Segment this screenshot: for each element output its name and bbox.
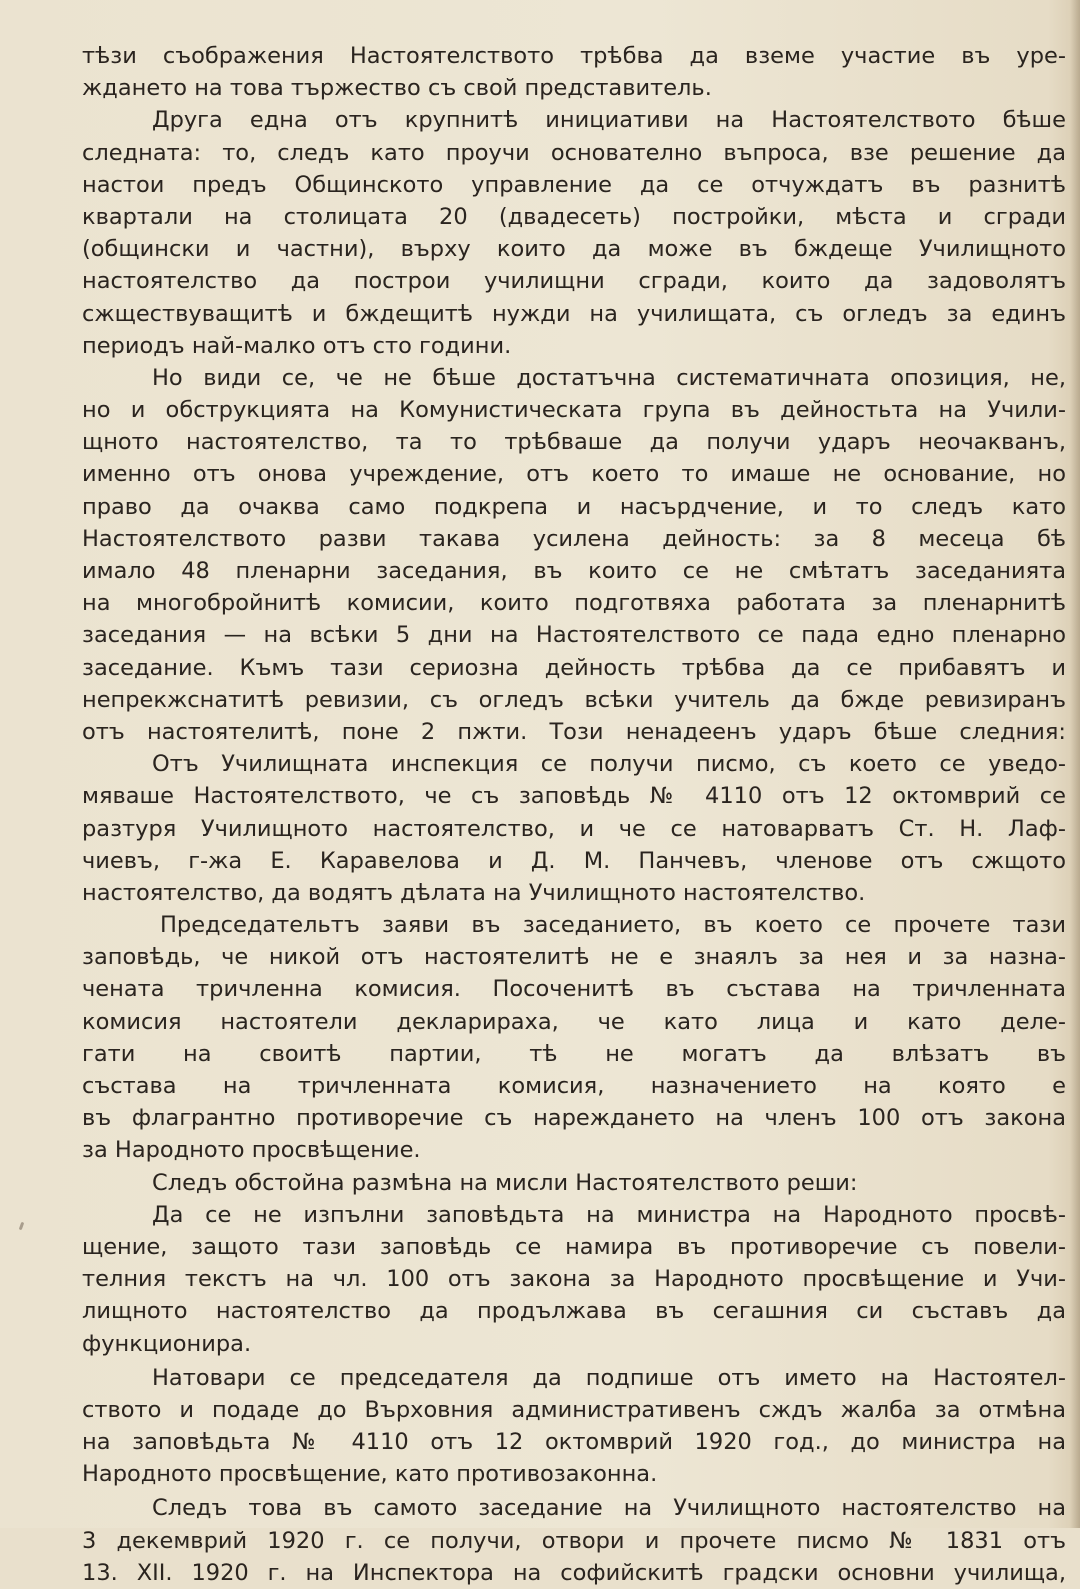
- text-line: заповѣдь, че никой отъ настоятелитѣ не е знаялъ за нея и за назна-: [82, 944, 1066, 971]
- text-line: заседание. Къмъ тази сериозна дейность трѣбва да се прибавятъ и: [82, 654, 1066, 681]
- paragraph-start: Отъ Училищната инспекция се получи писмо, съ което се уведо-: [152, 751, 1066, 778]
- text-line: право да очаква само подкрепа и насърдчение, и то следъ като: [82, 493, 1066, 520]
- text-line: именно отъ онова учреждение, отъ което то имаше не основание, но: [82, 461, 1066, 488]
- text-line: гати на своитѣ партии, тѣ не могатъ да влѣзатъ въ: [82, 1040, 1066, 1067]
- text-line: функционира.: [82, 1330, 252, 1357]
- text-line: квартали на столицата 20 (двадесеть) постройки, мѣста и сгради: [82, 203, 1066, 230]
- text-line: настоятелство, да водятъ дѣлата на Училищното настоятелство.: [82, 879, 866, 906]
- paragraph-start: Друга една отъ крупнитѣ инициативи на Настоятелството бѣше: [152, 107, 1066, 134]
- paragraph-start: Председательтъ заяви въ заседанието, въ което се прочете тази: [160, 912, 1066, 939]
- text-line: Народното просвѣщение, като противозаконна.: [82, 1461, 658, 1488]
- text-line: ждането на това тържество съ свой представитель.: [82, 75, 712, 102]
- text-line: комисия настоятели декларираха, че като лица и като деле-: [82, 1008, 1066, 1035]
- text-line: щното настоятелство, та то трѣбваше да получи ударъ неочакванъ,: [82, 429, 1066, 456]
- text-line: лищното настоятелство да продължава въ сегашния си съставъ да: [82, 1298, 1066, 1325]
- text-line: за Народното просвѣщение.: [82, 1137, 421, 1164]
- page-text: [82, 40, 1066, 1589]
- text-line: чената тричленна комисия. Посоченитѣ въ състава на тричленната: [82, 976, 1066, 1003]
- text-line: настои предъ Общинското управление да се отчуждатъ въ разнитѣ: [82, 171, 1066, 198]
- text-line: отъ настоятелитѣ, поне 2 пжти. Този ненадеенъ ударъ бѣше следния:: [82, 718, 1066, 745]
- text-line: състава на тричленната комисия, назначението на която е: [82, 1073, 1066, 1099]
- text-line: имало 48 пленарни заседания, въ които се не смѣтатъ заседанията: [82, 558, 1066, 584]
- page-edge-shadow: [1070, 0, 1080, 1528]
- paragraph-start: Натовари се председателя да подпише отъ името на Настоятел-: [152, 1364, 1066, 1391]
- text-line: (общински и частни), върху които да може въ бждеще Училищното: [82, 236, 1066, 263]
- text-line: 3 декемврий 1920 г. се получи, отвори и прочете писмо № 1831 отъ: [82, 1527, 1066, 1554]
- text-line: на заповѣдьта № 4110 отъ 12 октомврий 1920 год., до министра на: [82, 1429, 1066, 1456]
- text-line: Настоятелството разви такава усилена дейность: за 8 месеца бѣ: [82, 525, 1066, 552]
- text-line: тѣзи съображения Настоятелството трѣбва да вземе участие въ уре-: [82, 43, 1066, 69]
- paragraph-start: Следъ това въ самото заседание на Училищното настоятелство на: [152, 1495, 1066, 1522]
- text-line: телния текстъ на чл. 100 отъ закона за Народното просвѣщение и Учи-: [82, 1266, 1066, 1293]
- text-line: ството и подаде до Върховния административенъ сждъ жалба за отмѣна: [82, 1396, 1066, 1423]
- paragraph-start: Следъ обстойна размѣна на мисли Настоятелството реши:: [152, 1169, 858, 1196]
- text-line: щение, защото тази заповѣдь се намира въ противоречие съ повели-: [82, 1233, 1066, 1260]
- text-line: въ флагрантно противоречие съ нареждането на членъ 100 отъ закона: [82, 1105, 1066, 1132]
- text-line: но и обструкцията на Комунистическата група въ дейностьта на Учили-: [82, 397, 1066, 424]
- paragraph-start: Но види се, че не бѣше достатъчна систематичната опозиция, не,: [152, 364, 1066, 391]
- text-line: заседания — на всѣки 5 дни на Настоятелството се пада едно пленарно: [82, 622, 1066, 649]
- text-line: следната: то, следъ като проучи основателно въпроса, взе решение да: [82, 139, 1066, 166]
- text-line: мяваше Настоятелството, че съ заповѣдь № 4110 отъ 12 октомврий се: [82, 783, 1066, 810]
- text-line: сжществуващитѣ и бждещитѣ нужди на училищата, съ огледъ за единъ: [82, 300, 1066, 327]
- text-line: разтуря Училищното настоятелство, и че се натоварватъ Ст. Н. Лаф-: [82, 815, 1066, 842]
- text-line: периодъ най-малко отъ сто години.: [82, 332, 512, 359]
- text-line: 13. XII. 1920 г. на Инспектора на софийскитѣ градски основни училища,: [82, 1559, 1066, 1586]
- text-line: непрекжснатитѣ ревизии, съ огледъ всѣки учитель да бжде ревизиранъ: [82, 686, 1066, 713]
- text-line: чиевъ, г-жа Е. Каравелова и Д. М. Панчевъ, членове отъ сжщото: [82, 847, 1066, 874]
- text-line: на многобройнитѣ комисии, които подготвяха работата за пленарнитѣ: [82, 590, 1066, 617]
- paragraph-start: Да се не изпълни заповѣдьта на министра на Народното просвѣ-: [152, 1201, 1066, 1228]
- page-speck: [19, 1222, 25, 1231]
- text-line: настоятелство да построи училищни сгради, които да задоволятъ: [82, 268, 1066, 295]
